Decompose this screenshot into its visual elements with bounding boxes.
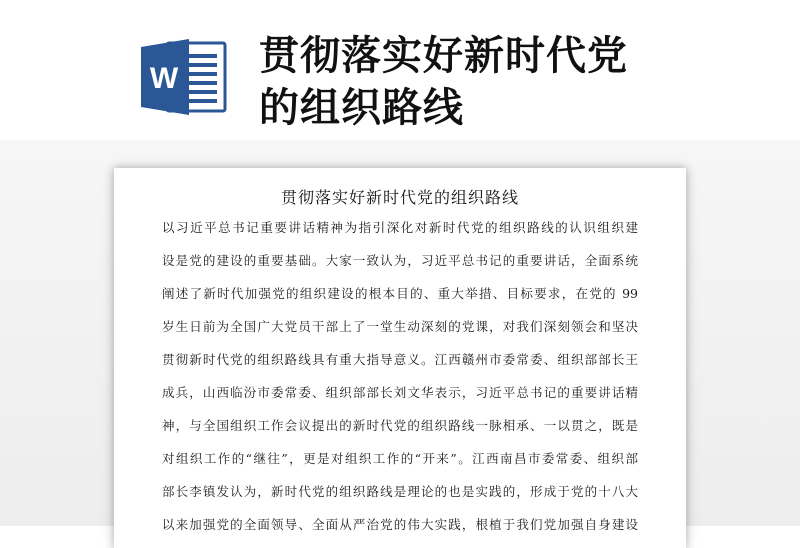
word-document-icon [137, 37, 230, 117]
header-banner [0, 0, 800, 140]
document-line: 部长李镇发认为，新时代党的组织路线是理论的也是实践的，形成于党的十八大 [162, 484, 638, 499]
document-line: 以来加强党的全面领导、全面从严治党的伟大实践，根植于我们党加强自身建设 [162, 517, 638, 532]
document-line: 对组织工作的“继往”，更是对组织工作的“开来”。江西南昌市委常委、组织部 [162, 451, 638, 466]
document-line: 岁生日前为全国广大党员干部上了一堂生动深刻的党课，对我们深刻领会和坚决 [162, 319, 638, 334]
document-line: 以习近平总书记重要讲话精神为指引深化对新时代党的组织路线的认识组织建 [162, 220, 638, 235]
document-title: 贯彻落实好新时代党的组织路线 [280, 188, 519, 207]
document-line: 设是党的建设的重要基础。大家一致认为，习近平总书记的重要讲话，全面系统 [162, 253, 638, 268]
word-icon-letter: W [149, 62, 179, 95]
page-title-line-2: 的组织路线 [259, 85, 464, 131]
page-title [259, 30, 779, 134]
document-line: 阐述了新时代加强党的组织建设的根本目的、重大举措、目标要求，在党的 99 [162, 286, 638, 301]
document-line: 贯彻新时代党的组织路线具有重大指导意义。江西赣州市委常委、组织部部长王 [162, 352, 638, 367]
document-line: 神，与全国组织工作会议提出的新时代党的组织路线一脉相承、一以贯之，既是 [162, 418, 638, 433]
page-title-line-1: 贯彻落实好新时代党 [259, 33, 628, 79]
document-line: 成兵，山西临汾市委常委、组织部部长刘文华表示，习近平总书记的重要讲话精 [162, 385, 638, 400]
document-page [114, 168, 686, 548]
